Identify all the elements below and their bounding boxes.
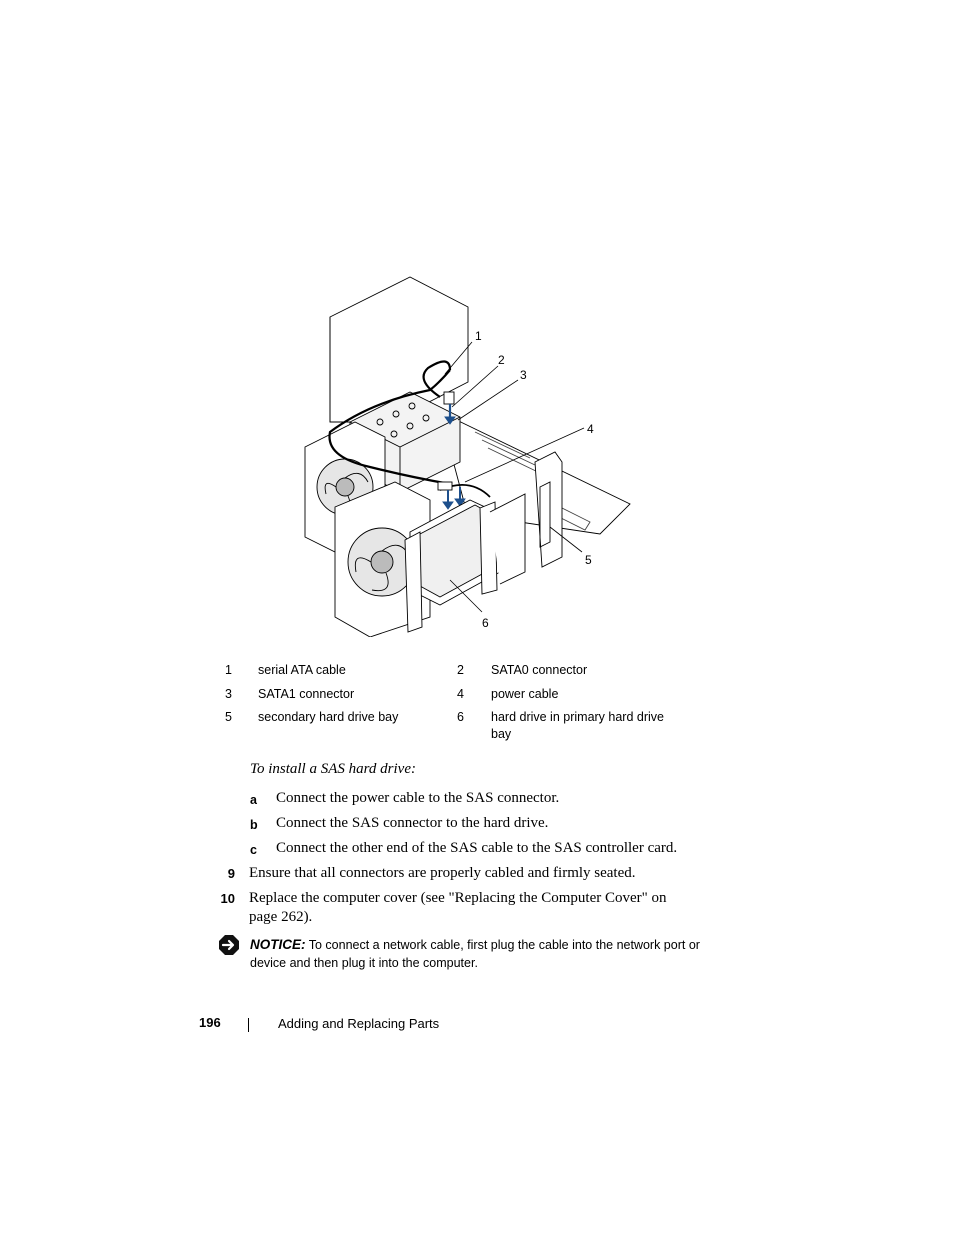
- notice-block: [250, 936, 720, 972]
- procedure-intro: To install a SAS hard drive:: [250, 761, 416, 777]
- step-number: 10: [220, 891, 235, 906]
- substep-text: Connect the SAS connector to the hard drive.: [276, 815, 549, 831]
- notice-icon: [218, 934, 240, 956]
- hard-drive-illustration: [300, 272, 640, 637]
- callout-5: 5: [585, 553, 592, 567]
- substep-text: Connect the other end of the SAS cable to the SAS controller card.: [276, 840, 678, 856]
- legend-number: 6: [457, 710, 464, 724]
- step-text-continued: page 262).: [249, 909, 313, 925]
- notice-text: To connect a network cable, first plug the cable into the network port or device and then plug it into the computer.: [250, 938, 700, 970]
- legend-number: 1: [225, 663, 232, 677]
- legend-number: 2: [457, 663, 464, 677]
- legend-number: 4: [457, 687, 464, 701]
- legend-label: SATA1 connector: [258, 687, 355, 701]
- substep-letter: b: [250, 818, 258, 832]
- step-text: Ensure that all connectors are properly cabled and firmly seated.: [249, 865, 636, 881]
- callout-4: 4: [587, 422, 594, 436]
- callout-6: 6: [482, 616, 489, 630]
- substep-letter: c: [250, 843, 257, 857]
- legend-number: 3: [225, 687, 232, 701]
- page-number: 196: [199, 1015, 221, 1030]
- substep-letter: a: [250, 793, 257, 807]
- legend-number: 5: [225, 710, 232, 724]
- legend-label: SATA0 connector: [491, 663, 588, 677]
- callout-2: 2: [498, 353, 505, 367]
- step-text: Replace the computer cover (see "Replacing the Computer Cover" on: [249, 890, 667, 906]
- legend-label: hard drive in primary hard drive bay: [491, 710, 664, 741]
- section-title: Adding and Replacing Parts: [278, 1016, 440, 1031]
- legend-label: serial ATA cable: [258, 663, 346, 677]
- substep-text: Connect the power cable to the SAS connector.: [276, 790, 560, 806]
- legend-label: power cable: [491, 687, 559, 701]
- callout-1: 1: [475, 329, 482, 343]
- legend-label: secondary hard drive bay: [258, 710, 399, 724]
- callout-3: 3: [520, 368, 527, 382]
- footer-divider: [248, 1018, 249, 1032]
- notice-label: NOTICE:: [250, 937, 306, 952]
- step-number: 9: [227, 866, 235, 881]
